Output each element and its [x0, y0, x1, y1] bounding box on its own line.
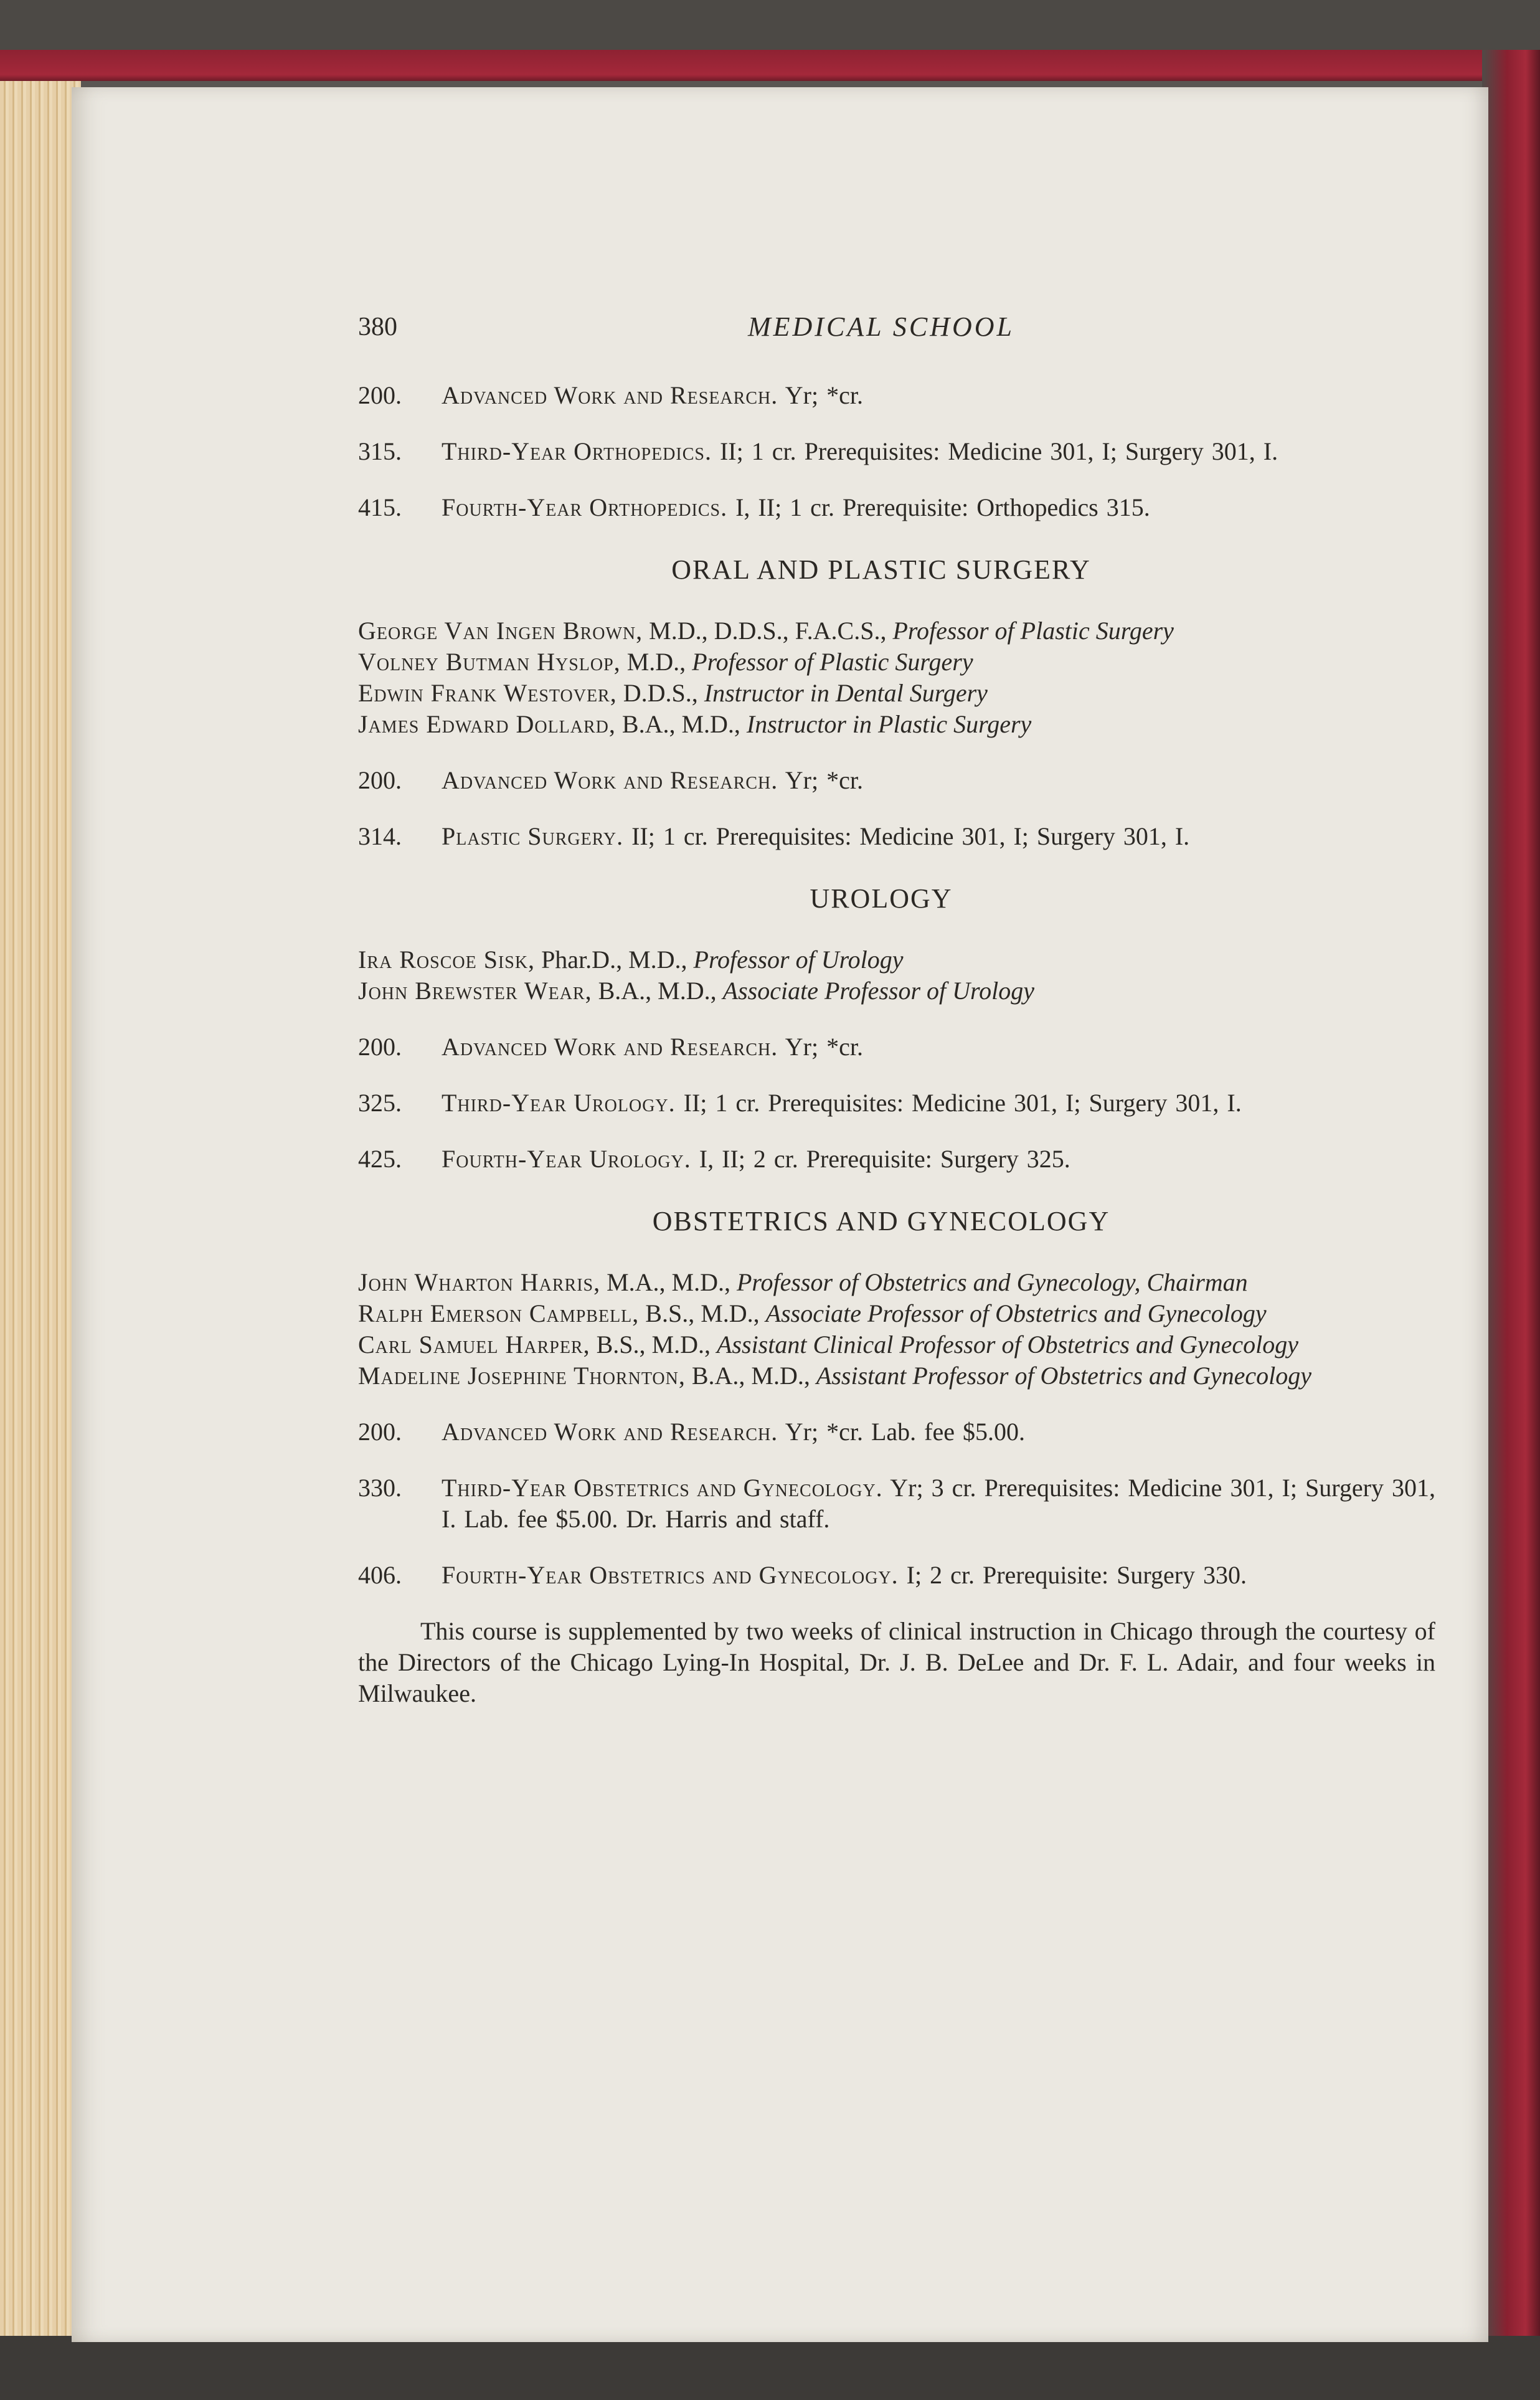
course-entry	[358, 1032, 1435, 1063]
faculty-name: John Wharton Harris,	[358, 1268, 601, 1296]
course-entry	[358, 1416, 1435, 1448]
course-number: 200.	[358, 1418, 402, 1446]
faculty-name: Madeline Josephine Thornton,	[358, 1362, 686, 1390]
page-edges	[0, 81, 81, 2336]
course-text	[442, 1144, 1435, 1175]
course-details: I, II; 2 cr. Prerequisite: Surgery 325.	[691, 1145, 1070, 1173]
course-details: Yr; *cr.	[778, 381, 863, 409]
course-title: Third-Year Obstetrics and Gynecology.	[442, 1474, 883, 1502]
course-details: Yr; *cr.	[778, 766, 863, 794]
course-title: Plastic Surgery.	[442, 822, 624, 850]
course-entry	[358, 1473, 1435, 1535]
course-title: Advanced Work and Research.	[442, 1033, 778, 1061]
section-heading-obstetrics: OBSTETRICS AND GYNECOLOGY	[652, 1206, 1110, 1236]
course-number: 200.	[358, 1033, 402, 1061]
faculty-degrees: M.A., M.D.,	[600, 1268, 737, 1296]
course-number: 330.	[358, 1474, 402, 1502]
faculty-list	[358, 944, 1435, 1007]
course-number: 406.	[358, 1561, 402, 1589]
faculty-degrees: M.D.,	[620, 648, 692, 676]
course-entry	[358, 380, 1435, 411]
faculty-name: Edwin Frank Westover,	[358, 679, 617, 707]
background-bottom	[0, 2336, 1540, 2400]
course-number: 200.	[358, 381, 402, 409]
book-page	[72, 87, 1488, 2342]
running-title: MEDICAL SCHOOL	[747, 311, 1014, 342]
page-number: 380	[358, 313, 397, 341]
faculty-member	[358, 615, 1435, 647]
course-text	[442, 821, 1435, 852]
faculty-degrees: B.A., M.D.,	[615, 710, 747, 738]
course-title: Third-Year Urology.	[442, 1089, 676, 1117]
course-entry	[358, 492, 1435, 523]
course-number: 200.	[358, 766, 402, 794]
course-details: II; 1 cr. Prerequisites: Medicine 301, I; Surgery 301, I.	[711, 437, 1278, 465]
course-details: II; 1 cr. Prerequisites: Medicine 301, I; Surgery 301, I.	[623, 822, 1190, 850]
course-entry	[358, 1560, 1435, 1591]
faculty-title: Professor of Urology	[693, 946, 904, 974]
faculty-name: Carl Samuel Harper,	[358, 1330, 590, 1359]
faculty-degrees: B.S., M.D.,	[590, 1330, 717, 1359]
faculty-member	[358, 975, 1435, 1007]
faculty-title: Assistant Clinical Professor of Obstetrics and Gynecology	[717, 1330, 1299, 1359]
course-title: Third-Year Orthopedics.	[442, 437, 712, 465]
course-title: Fourth-Year Urology.	[442, 1145, 691, 1173]
course-title: Fourth-Year Orthopedics.	[442, 493, 728, 521]
faculty-title: Assistant Professor of Obstetrics and Gynecology	[816, 1362, 1312, 1390]
faculty-member	[358, 709, 1435, 740]
faculty-name: Volney Butman Hyslop,	[358, 648, 621, 676]
course-title: Advanced Work and Research.	[442, 766, 778, 794]
faculty-list	[358, 615, 1435, 740]
course-details: I, II; 1 cr. Prerequisite: Orthopedics 315.	[727, 493, 1150, 521]
course-entry	[358, 1088, 1435, 1119]
course-text	[442, 492, 1435, 523]
course-title: Fourth-Year Obstetrics and Gynecology.	[442, 1561, 899, 1589]
faculty-name: James Edward Dollard,	[358, 710, 616, 738]
faculty-title: Instructor in Plastic Surgery	[746, 710, 1032, 738]
course-entry	[358, 1144, 1435, 1175]
course-text	[442, 436, 1435, 467]
faculty-degrees: B.A., M.D.,	[592, 977, 723, 1005]
faculty-member	[358, 1329, 1435, 1360]
faculty-name: Ralph Emerson Campbell,	[358, 1299, 640, 1327]
book-cover-top	[0, 0, 1540, 81]
faculty-title: Instructor in Dental Surgery	[704, 679, 988, 707]
course-entry	[358, 436, 1435, 467]
faculty-member	[358, 647, 1435, 678]
course-entry	[358, 765, 1435, 796]
book-cover-spine	[1482, 50, 1540, 2400]
faculty-degrees: B.A., M.D.,	[685, 1362, 816, 1390]
course-text	[442, 1088, 1435, 1119]
page-body	[358, 380, 1435, 1734]
course-number: 314.	[358, 822, 402, 850]
faculty-name: Ira Roscoe Sisk,	[358, 946, 536, 974]
course-note: This course is supplemented by two weeks of clinical instruction in Chicago through the courtesy of the Directors of the Chicago Lying-In Hospital, Dr. J. B. DeLee and Dr. F. L. Adair, and four weeks in Milwaukee.	[358, 1617, 1435, 1707]
course-details: Yr; 3 cr. Prerequisites: Medicine 301, I; Surgery 301, I. Lab. fee $5.00. Dr. Harris and staff.	[442, 1474, 1435, 1533]
faculty-member	[358, 944, 1435, 975]
course-details: II; 1 cr. Prerequisites: Medicine 301, I; Surgery 301, I.	[675, 1089, 1242, 1117]
course-title: Advanced Work and Research.	[442, 381, 778, 409]
course-details: I; 2 cr. Prerequisite: Surgery 330.	[898, 1561, 1247, 1589]
section-heading-oral-plastic: ORAL AND PLASTIC SURGERY	[671, 554, 1091, 585]
faculty-degrees: B.S., M.D.,	[639, 1299, 766, 1327]
course-text	[442, 1416, 1435, 1448]
faculty-degrees: Phar.D., M.D.,	[535, 946, 694, 974]
faculty-member	[358, 1298, 1435, 1329]
course-number: 315.	[358, 437, 402, 465]
course-entry	[358, 821, 1435, 852]
faculty-title: Professor of Plastic Surgery	[692, 648, 973, 676]
course-number: 425.	[358, 1145, 402, 1173]
faculty-title: Associate Professor of Obstetrics and Gynecology	[765, 1299, 1267, 1327]
faculty-title: Professor of Plastic Surgery	[892, 617, 1174, 645]
course-title: Advanced Work and Research.	[442, 1418, 778, 1446]
faculty-name: George Van Ingen Brown,	[358, 617, 643, 645]
faculty-degrees: D.D.S.,	[616, 679, 704, 707]
course-number: 325.	[358, 1089, 402, 1117]
faculty-title: Associate Professor of Urology	[722, 977, 1034, 1005]
faculty-member	[358, 1267, 1435, 1298]
course-text	[442, 1473, 1435, 1535]
page-header	[358, 311, 1435, 349]
faculty-list	[358, 1267, 1435, 1392]
course-text	[442, 1560, 1435, 1591]
faculty-title: Professor of Obstetrics and Gynecology, Chairman	[737, 1268, 1248, 1296]
course-text	[442, 765, 1435, 796]
course-details: Yr; *cr. Lab. fee $5.00.	[778, 1418, 1025, 1446]
course-details: Yr; *cr.	[778, 1033, 863, 1061]
faculty-name: John Brewster Wear,	[358, 977, 592, 1005]
course-text	[442, 1032, 1435, 1063]
faculty-degrees: M.D., D.D.S., F.A.C.S.,	[643, 617, 893, 645]
section-heading-urology: UROLOGY	[810, 883, 953, 914]
faculty-member	[358, 678, 1435, 709]
course-text	[442, 380, 1435, 411]
course-number: 415.	[358, 493, 402, 521]
faculty-member	[358, 1360, 1435, 1392]
